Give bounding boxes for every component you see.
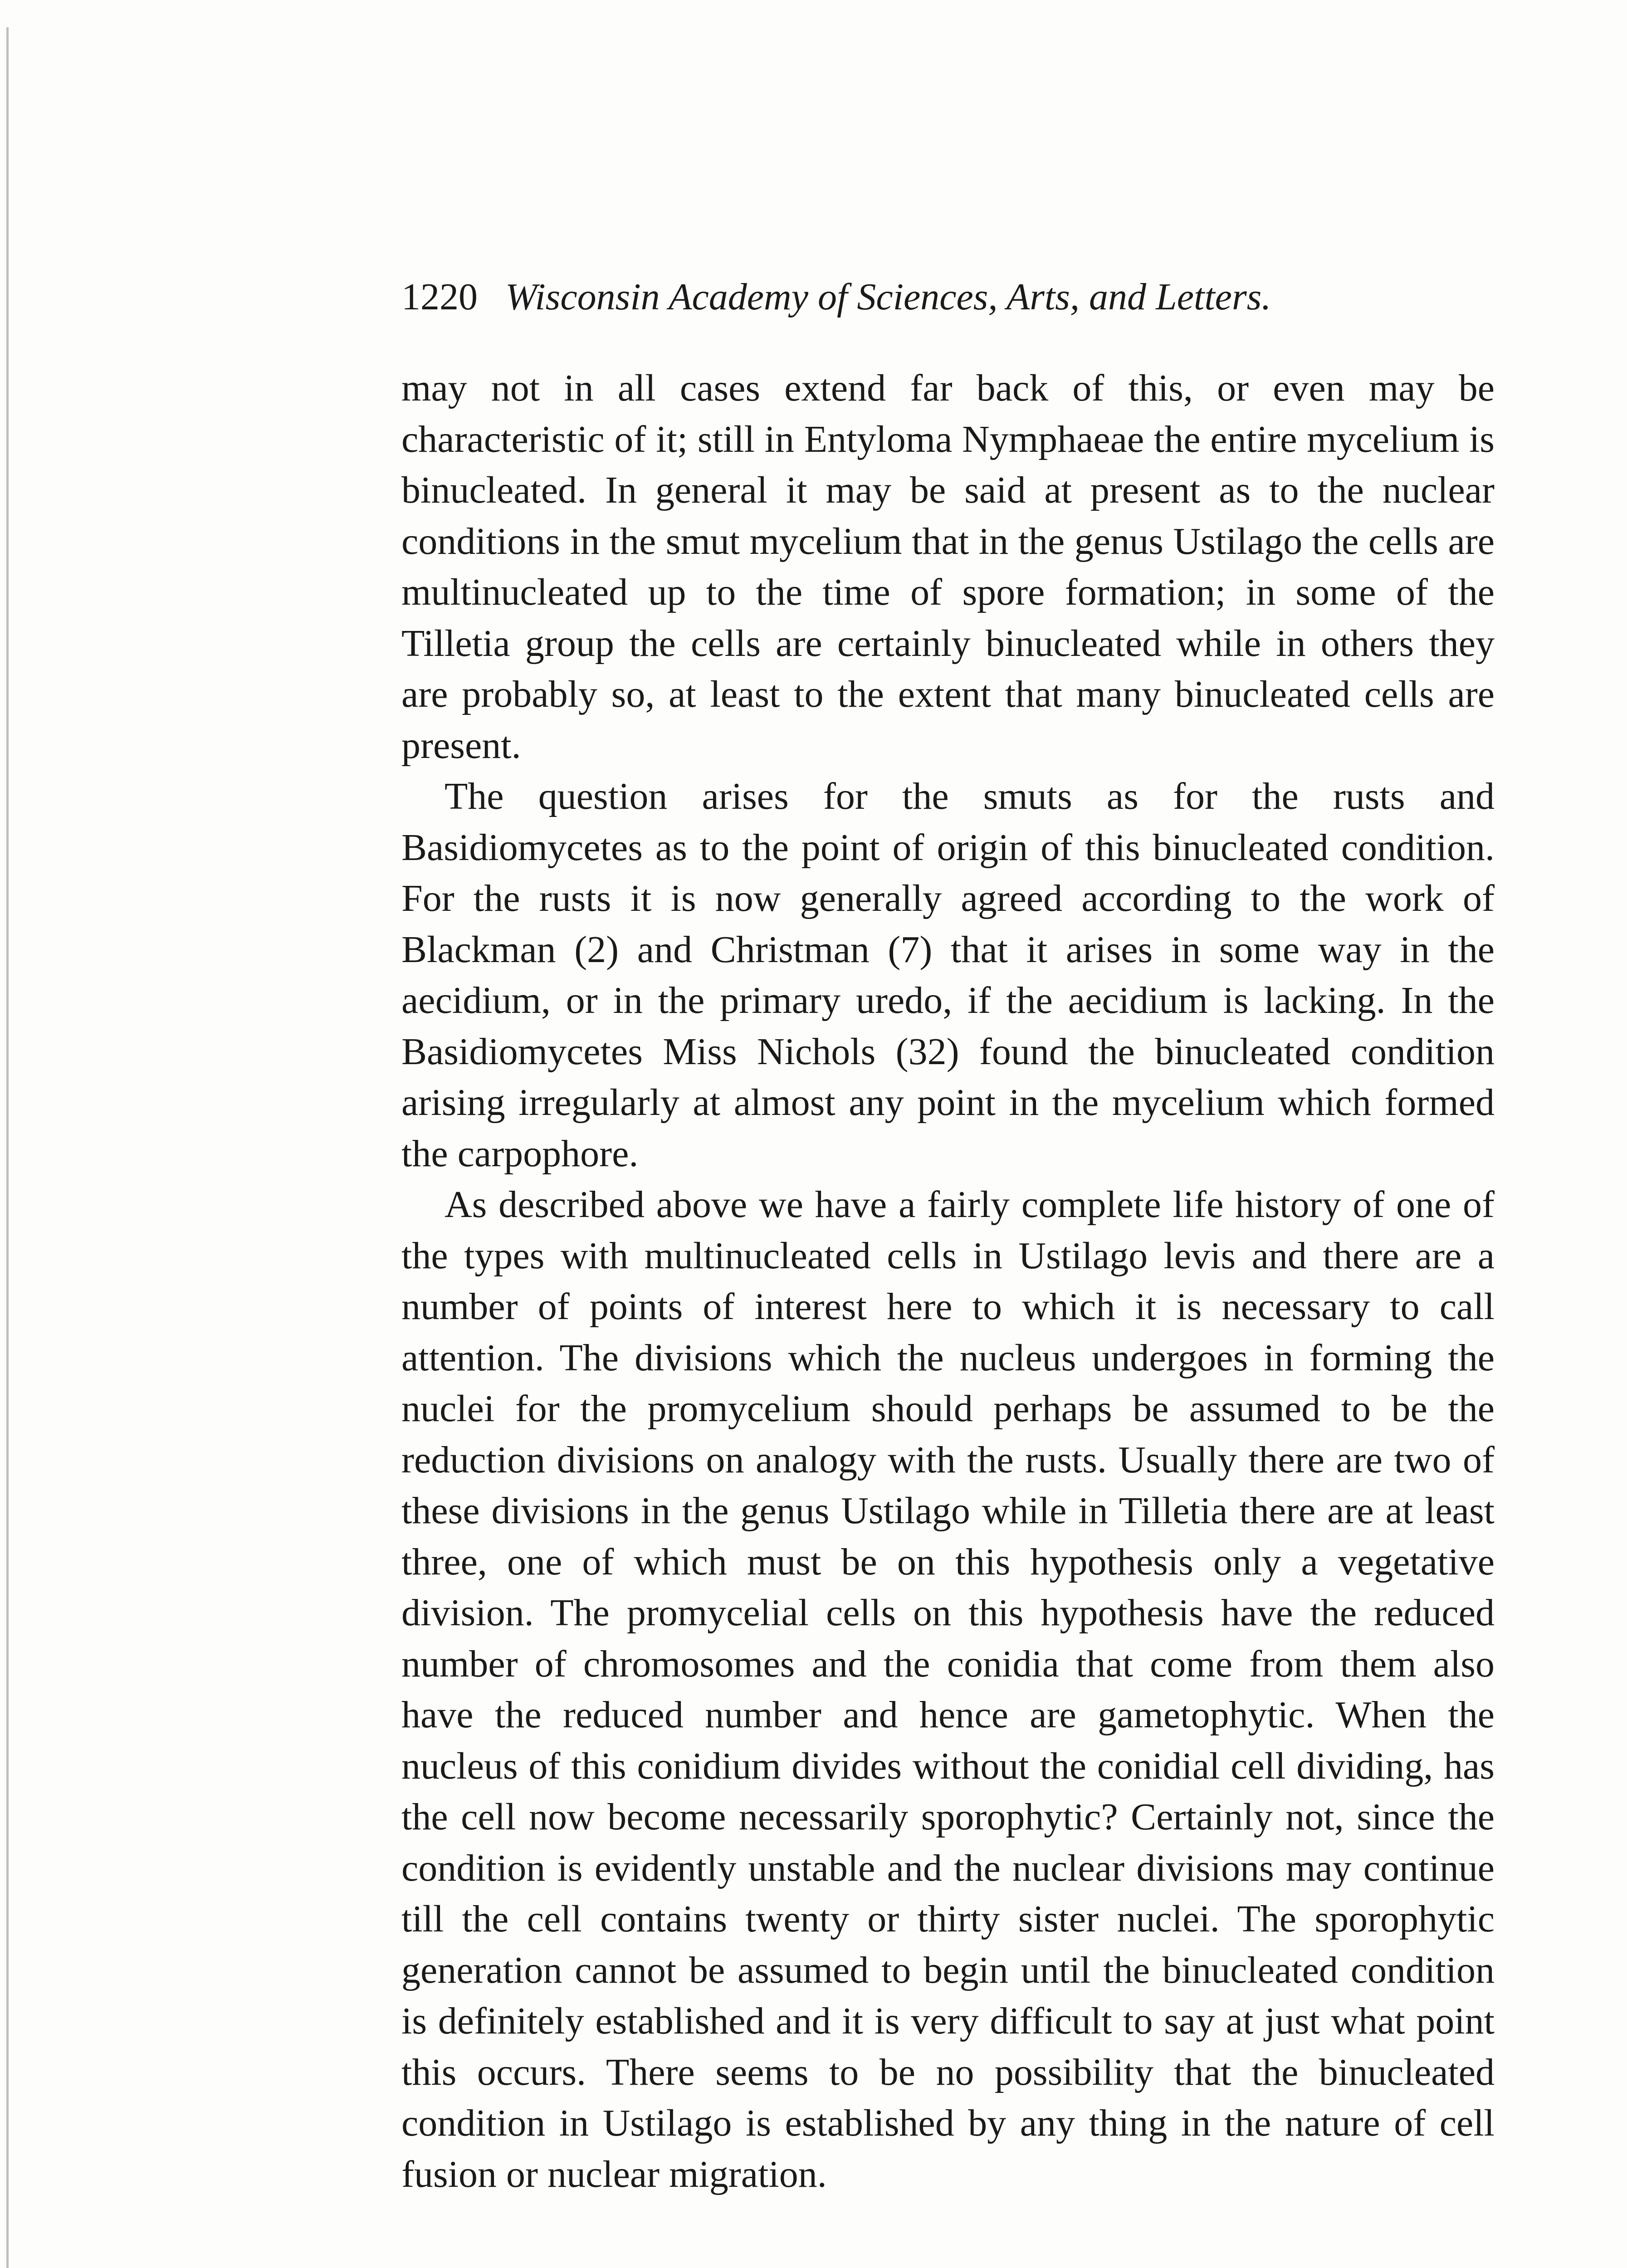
journal-title: Wisconsin Academy of Sciences, Arts, and Letters. <box>505 276 1271 318</box>
scan-edge-left <box>6 27 9 2268</box>
running-head <box>401 268 1399 327</box>
paragraph-1: may not in all cases extend far back of this, or even may be characteristic of it; still in Entyloma Nymphaeae the entire mycelium is binucleated. In general it may be said at present as to the nuclear conditions in the smut mycelium that in the genus Ustilago the cells are multinucleated up to the time of spore formation; in some of the Tilletia group the cells are certainly binucleated while in others they are probably so, at least to the extent that many binucleated cells are present. <box>401 367 1495 767</box>
page-number: 1220 <box>401 276 478 318</box>
paragraph-2: The question arises for the smuts as for the rusts and Basidiomycetes as to the point of origin of this binucleated condition. For the rusts it is now generally agreed according to the work of Blackman (2) and Christman (7) that it arises in some way in the aecidium, or in the primary uredo, if the aecidium is lacking. In the Basidiomycetes Miss Nichols (32) found the binucleated condition arising irregularly at almost any point in the mycelium which formed the carpophore. <box>401 775 1495 1175</box>
paragraph-3: As described above we have a fairly complete life history of one of the types with multinucleated cells in Ustilago levis and there are a number of points of interest here to which it is necessary to call attention. The divisions which the nucleus undergoes in forming the nuclei for the promycelium should perhaps be assumed to be the reduction divisions on analogy with the rusts. Usually there are two of these divisions in the genus Ustilago while in Tilletia there are at least three, one of which must be on this hypothesis only a vegetative division. The promycelial cells on this hypothesis have the reduced number of chromosomes and the conidia that come from them also have the reduced number and hence are gametophytic. When the nucleus of this conidium divides without the conidial cell dividing, has the cell now become necessarily sporophytic? Certainly not, since the condition is evidently unstable and the nuclear divisions may continue till the cell contains twenty or thirty sister nuclei. The sporophytic generation cannot be assumed to begin until the binucleated condition is definitely established and it is very difficult to say at just what point this occurs. There seems to be no possibility that the binucleated condition in Ustilago is established by any thing in the nature of cell fusion or nuclear migration. <box>401 1183 1495 2195</box>
body-text <box>401 363 1495 2200</box>
